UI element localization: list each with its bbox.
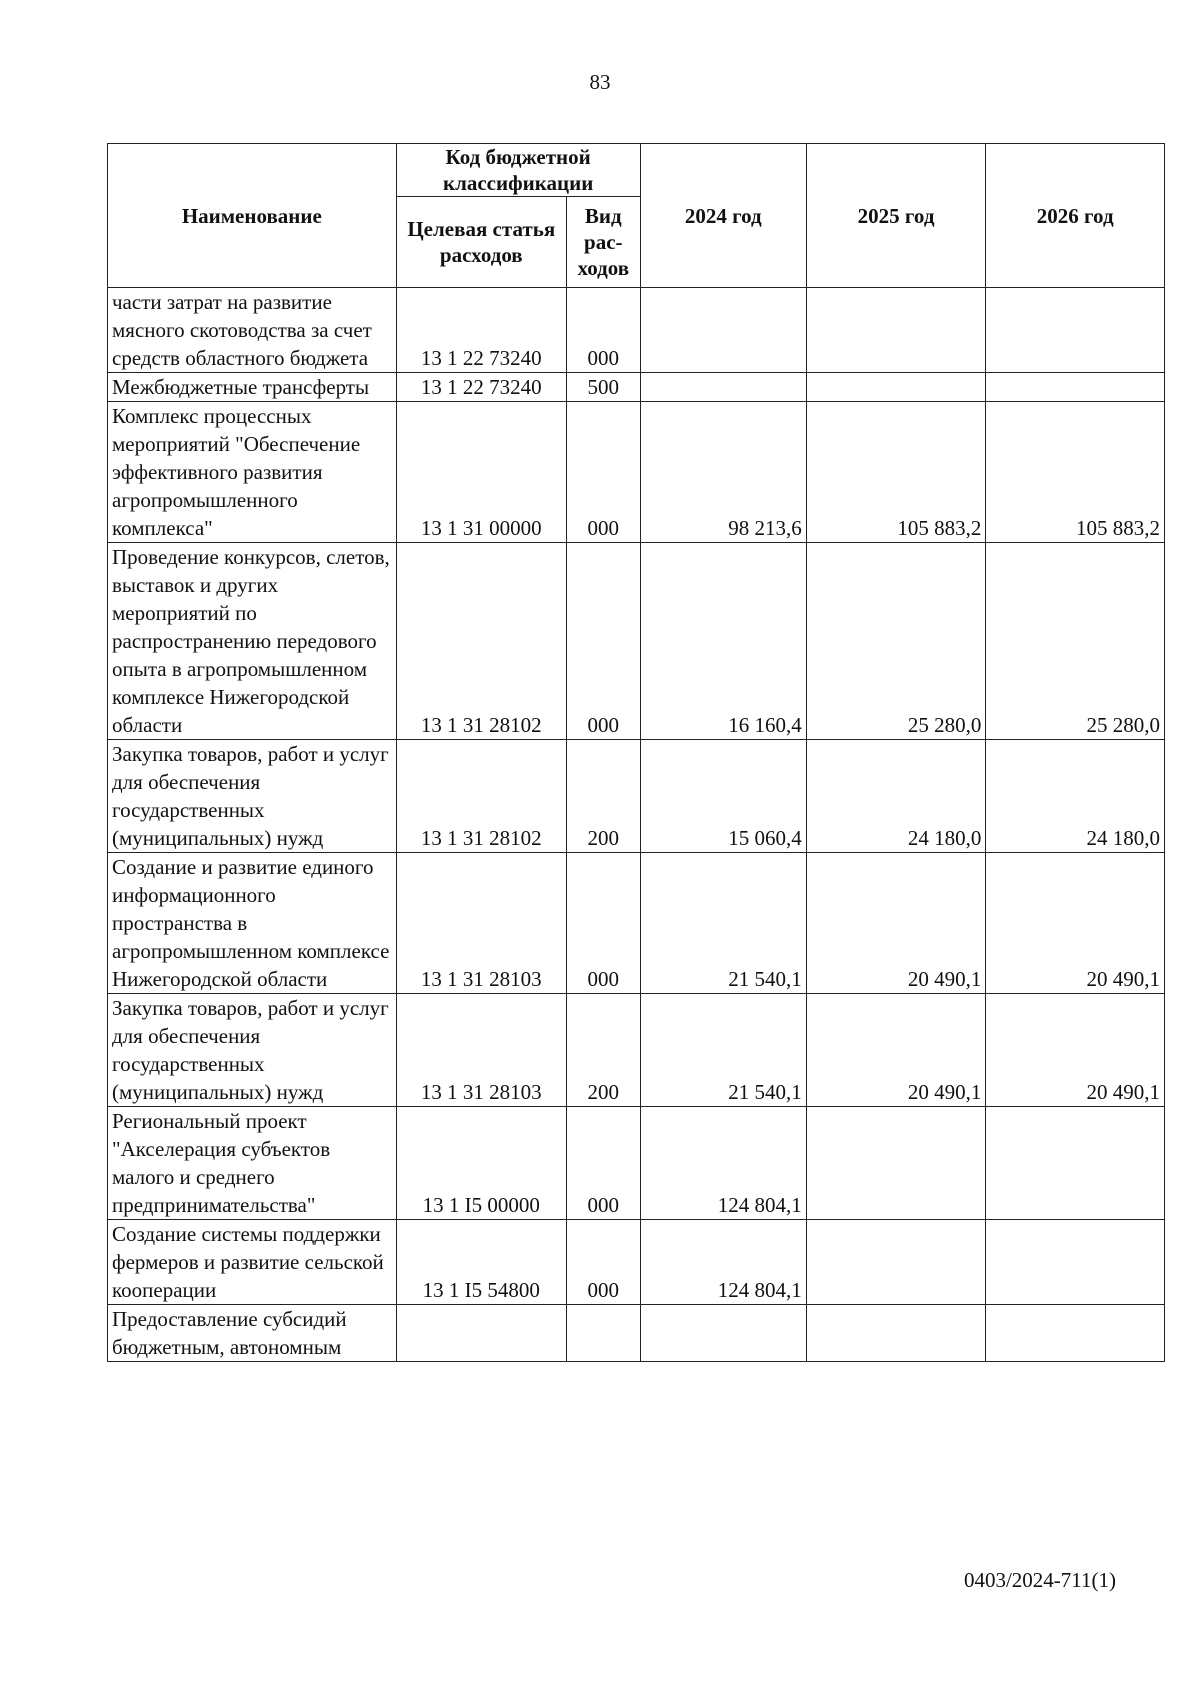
row-2024-cell (640, 373, 806, 402)
page-number: 83 (589, 70, 611, 94)
row-expense-type-cell: 000 (566, 288, 640, 373)
row-2026-cell: 24 180,0 (986, 740, 1165, 853)
document-code: 0403/2024-711(1) (963, 1568, 1116, 1592)
row-2026-cell (986, 1220, 1165, 1305)
row-2026-cell: 20 490,1 (986, 853, 1165, 994)
row-2024-cell: 15 060,4 (640, 740, 806, 853)
row-name-cell: Региональный проект "Акселерация субъектов малого и среднего предпринимательства" (108, 1107, 397, 1220)
row-2026-cell: 105 883,2 (986, 402, 1165, 543)
budget-table (107, 143, 1165, 1362)
table-row (108, 994, 1165, 1107)
row-name-cell: Закупка товаров, работ и услуг для обеспечения государственных (муниципальных) нужд (108, 994, 397, 1107)
row-2024-cell: 98 213,6 (640, 402, 806, 543)
row-name-cell: Предоставление субсидий бюджетным, автономным (108, 1305, 397, 1362)
row-target-article-cell: 13 1 31 28103 (396, 994, 566, 1107)
row-expense-type-cell: 200 (566, 994, 640, 1107)
row-expense-type-cell (566, 1305, 640, 1362)
row-2025-cell: 105 883,2 (806, 402, 986, 543)
row-2025-cell: 24 180,0 (806, 740, 986, 853)
header-target-article: Целевая статья расходов (396, 197, 566, 288)
row-name-cell: Межбюджетные трансферты (108, 373, 397, 402)
row-2025-cell (806, 1107, 986, 1220)
row-expense-type-cell: 000 (566, 543, 640, 740)
row-name-cell: Закупка товаров, работ и услуг для обеспечения государственных (муниципальных) нужд (108, 740, 397, 853)
table-row (108, 543, 1165, 740)
row-2026-cell (986, 288, 1165, 373)
row-expense-type-cell: 000 (566, 1220, 640, 1305)
row-2025-cell: 25 280,0 (806, 543, 986, 740)
table-row (108, 740, 1165, 853)
row-2026-cell (986, 1107, 1165, 1220)
row-name-cell: Комплекс процессных мероприятий "Обеспечение эффективного развития агропромышленного комплекса" (108, 402, 397, 543)
row-target-article-cell: 13 1 22 73240 (396, 373, 566, 402)
row-target-article-cell: 13 1 31 28103 (396, 853, 566, 994)
table-row (108, 373, 1165, 402)
row-2026-cell (986, 373, 1165, 402)
row-expense-type-cell: 000 (566, 1107, 640, 1220)
row-target-article-cell: 13 1 I5 00000 (396, 1107, 566, 1220)
header-year-2024: 2024 год (640, 144, 806, 288)
row-2026-cell: 25 280,0 (986, 543, 1165, 740)
row-name-cell: части затрат на развитие мясного скотоводства за счет средств областного бюджета (108, 288, 397, 373)
row-2024-cell: 124 804,1 (640, 1107, 806, 1220)
table-row (108, 1107, 1165, 1220)
header-year-2025: 2025 год (806, 144, 986, 288)
row-2026-cell: 20 490,1 (986, 994, 1165, 1107)
row-2025-cell: 20 490,1 (806, 853, 986, 994)
table-row (108, 1305, 1165, 1362)
row-2025-cell (806, 373, 986, 402)
row-name-cell: Создание системы поддержки фермеров и развитие сельской кооперации (108, 1220, 397, 1305)
row-target-article-cell: 13 1 I5 54800 (396, 1220, 566, 1305)
row-target-article-cell: 13 1 22 73240 (396, 288, 566, 373)
table-row (108, 402, 1165, 543)
table-body (108, 288, 1165, 1362)
row-target-article-cell (396, 1305, 566, 1362)
table-row (108, 1220, 1165, 1305)
row-name-cell: Проведение конкурсов, слетов, выставок и других мероприятий по распространению передового опыта в агропромышленном комплексе Нижегородской области (108, 543, 397, 740)
row-2024-cell: 124 804,1 (640, 1220, 806, 1305)
row-expense-type-cell: 200 (566, 740, 640, 853)
table-header (108, 144, 1165, 288)
row-expense-type-cell: 000 (566, 853, 640, 994)
header-year-2026: 2026 год (986, 144, 1165, 288)
table-row (108, 288, 1165, 373)
row-2024-cell: 16 160,4 (640, 543, 806, 740)
row-2024-cell: 21 540,1 (640, 853, 806, 994)
row-target-article-cell: 13 1 31 00000 (396, 402, 566, 543)
row-expense-type-cell: 500 (566, 373, 640, 402)
row-2024-cell (640, 288, 806, 373)
row-2025-cell (806, 1220, 986, 1305)
row-2025-cell: 20 490,1 (806, 994, 986, 1107)
row-target-article-cell: 13 1 31 28102 (396, 543, 566, 740)
header-name: Наименование (108, 144, 397, 288)
row-expense-type-cell: 000 (566, 402, 640, 543)
row-name-cell: Создание и развитие единого информационного пространства в агропромышленном комплексе Нижегородской области (108, 853, 397, 994)
table-row (108, 853, 1165, 994)
row-target-article-cell: 13 1 31 28102 (396, 740, 566, 853)
row-2024-cell: 21 540,1 (640, 994, 806, 1107)
row-2025-cell (806, 288, 986, 373)
header-bcc-group: Код бюджетной классификации (396, 144, 640, 197)
row-2024-cell (640, 1305, 806, 1362)
header-expense-type: Вид рас-ходов (566, 197, 640, 288)
row-2025-cell (806, 1305, 986, 1362)
row-2026-cell (986, 1305, 1165, 1362)
